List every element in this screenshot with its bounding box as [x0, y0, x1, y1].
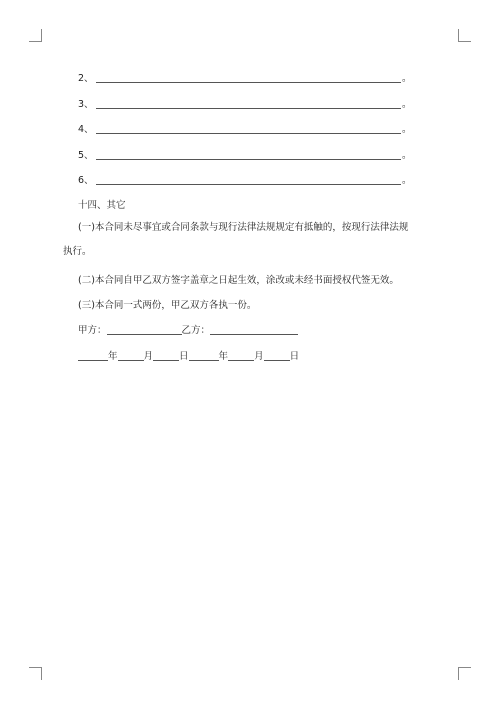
day-label-2: 日: [289, 351, 300, 362]
numbered-line-3: [78, 96, 418, 110]
crop-mark-top-left: [29, 29, 42, 42]
numbered-line-2: [78, 70, 418, 84]
line-number: 5、: [78, 150, 94, 161]
clause-1-line-1: (一)本合同未尽事宜或合同条款与现行法律法规规定有抵触的，按现行法律法规: [78, 222, 409, 233]
day-blank-2: [264, 350, 290, 361]
numbered-line-4: [78, 121, 418, 135]
line-end-mark: 。: [402, 124, 412, 135]
month-blank: [118, 350, 144, 361]
date-line: [78, 348, 299, 362]
line-number: 4、: [78, 124, 94, 135]
party-b-label: 乙方：: [181, 325, 211, 336]
clause-3: (三)本合同一式两份，甲乙双方各执一份。: [78, 300, 257, 311]
clause-1-line-2: 执行。: [63, 246, 92, 257]
fill-in-rule: [96, 98, 401, 109]
party-a-blank: [107, 324, 182, 335]
crop-mark-bottom-right: [458, 667, 471, 680]
month-label-2: 月: [254, 351, 264, 362]
party-b-blank: [210, 324, 298, 335]
clause-2: (二)本合同自甲乙双方签字盖章之日起生效，涂改或未经书面授权代签无效。: [78, 275, 399, 286]
crop-mark-top-right: [458, 29, 471, 42]
day-blank: [153, 350, 179, 361]
line-end-mark: 。: [402, 73, 412, 84]
fill-in-rule: [96, 149, 401, 160]
section-title: 十四、其它: [78, 200, 126, 211]
numbered-line-5: [78, 147, 418, 161]
year-blank: [78, 350, 108, 361]
fill-in-rule: [96, 123, 401, 134]
party-a-label: 甲方：: [78, 325, 107, 336]
year-label: 年: [108, 351, 118, 362]
fill-in-rule: [96, 72, 401, 83]
year-blank-2: [189, 350, 219, 361]
crop-mark-bottom-left: [29, 667, 42, 680]
day-label: 日: [179, 351, 189, 362]
line-end-mark: 。: [402, 99, 412, 110]
line-end-mark: 。: [402, 175, 412, 186]
month-blank-2: [228, 350, 254, 361]
fill-in-rule: [96, 174, 401, 185]
line-end-mark: 。: [402, 150, 412, 161]
numbered-line-6: [78, 172, 418, 186]
line-number: 6、: [78, 175, 94, 186]
clause-1: [63, 216, 438, 264]
line-number: 3、: [78, 99, 94, 110]
year-label-2: 年: [218, 351, 229, 362]
signature-line: [78, 322, 298, 336]
month-label: 月: [143, 351, 154, 362]
line-number: 2、: [78, 73, 94, 84]
